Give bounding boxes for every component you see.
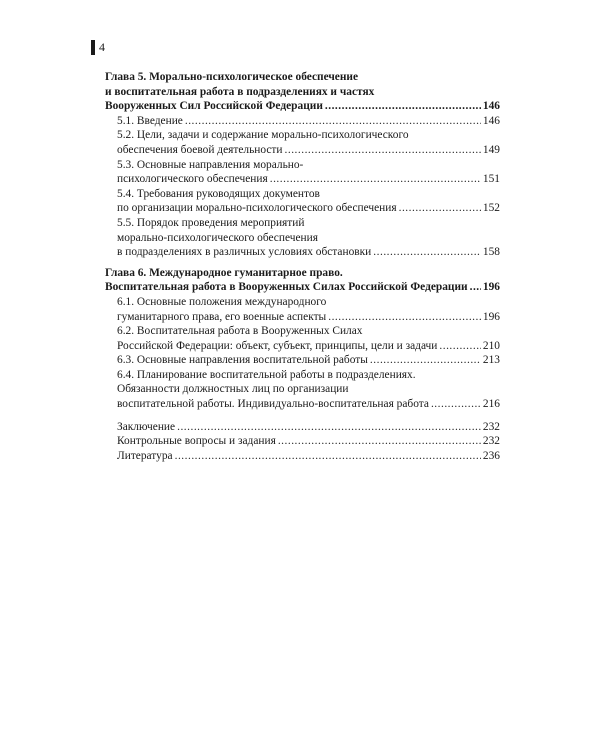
leader-dots: [370, 353, 481, 368]
toc-entry-6-1-line-1: 6.1. Основные положения международного: [117, 295, 327, 308]
leader-dots: [185, 114, 481, 129]
toc-entry-5-4-line-1: 5.4. Требования руководящих документов: [117, 187, 320, 200]
chapter-6-title-line-2: Воспитательная работа в Вооруженных Силах Российской Федерации ..... 196: [105, 280, 500, 295]
toc-entry-literature: Литература ..... 236: [105, 449, 500, 464]
leader-dots: [431, 397, 481, 412]
toc-entry-5-2-line-2: обеспечения боевой деятельности ..... 149: [105, 143, 500, 158]
leader-dots: [373, 245, 481, 260]
leader-dots: [270, 172, 481, 187]
page-ref: 152: [482, 202, 500, 215]
toc-entry-5-3-line-2: психологического обеспечения ..... 151: [105, 172, 500, 187]
page-ref: 149: [482, 143, 500, 156]
page-ref: 232: [482, 420, 500, 433]
page-ref: 232: [482, 435, 500, 448]
toc-entry-5-5-line-2: морально-психологического обеспечения: [117, 231, 318, 244]
leader-dots: [439, 339, 481, 354]
toc-entry-6-1-line-2: гуманитарного права, его военные аспекты ..... 196: [105, 310, 500, 325]
page-marker-bar: [91, 40, 95, 55]
page-ref: 158: [482, 246, 500, 259]
page-ref: 146: [482, 114, 500, 127]
toc-entry-6-4-line-2: Обязанности должностных лиц по организации: [117, 383, 349, 396]
toc-entry-6-4-line-1: 6.4. Планирование воспитательной работы в подразделениях.: [117, 368, 416, 381]
leader-dots: [177, 420, 481, 435]
page-ref: 210: [482, 339, 500, 352]
toc-entry-conclusion: Заключение ..... 232: [105, 420, 500, 435]
chapter-5-title-line-2: и воспитательная работа в подразделениях и частях: [105, 85, 375, 98]
page-ref: 151: [482, 173, 500, 186]
toc-entry-5-5-line-1: 5.5. Порядок проведения мероприятий: [117, 216, 305, 229]
toc-entry-questions: Контрольные вопросы и задания ..... 232: [105, 434, 500, 449]
page-ref: 196: [482, 310, 500, 323]
chapter-5-title-line-3: Вооруженных Сил Российской Федерации ..... 146: [105, 99, 500, 114]
toc-entry-6-2-line-2: Российской Федерации: объект, субъект, принципы, цели и задачи ..... 210: [105, 339, 500, 354]
leader-dots: [328, 310, 481, 325]
spacer: [105, 412, 500, 420]
chapter-5-title-line-1: Глава 5. Морально-психологическое обеспечение: [105, 71, 359, 83]
toc-entry-5-1: 5.1. Введение ..... 146: [105, 114, 500, 129]
page-ref: 236: [482, 449, 500, 462]
toc-entry-5-5-line-3: в подразделениях в различных условиях обстановки ..... 158: [105, 245, 500, 260]
toc-entry-6-4-line-3: воспитательной работы. Индивидуально-воспитательная работа ..... 216: [105, 397, 500, 412]
page-ref: 196: [482, 281, 500, 294]
page-ref: 216: [482, 398, 500, 411]
toc-entry-6-2-line-1: 6.2. Воспитательная работа в Вооруженных Силах: [117, 325, 363, 338]
table-of-contents: [105, 70, 500, 463]
leader-dots: [470, 280, 481, 295]
leader-dots: [278, 434, 481, 449]
toc-entry-5-4-line-2: по организации морально-психологического обеспечения ..... 152: [105, 201, 500, 216]
page-number: 4: [99, 40, 105, 54]
leader-dots: [175, 449, 481, 464]
toc-entry-5-2-line-1: 5.2. Цели, задачи и содержание морально-психологического: [117, 129, 409, 142]
leader-dots: [325, 99, 481, 114]
toc-entry-6-3: 6.3. Основные направления воспитательной работы ..... 213: [105, 353, 500, 368]
leader-dots: [399, 201, 481, 216]
toc-entry-5-3-line-1: 5.3. Основные направления морально-: [117, 158, 304, 171]
chapter-6-title-line-1: Глава 6. Международное гуманитарное право.: [105, 266, 343, 279]
page-ref: 146: [482, 100, 500, 113]
page-ref: 213: [482, 354, 500, 367]
leader-dots: [285, 143, 481, 158]
